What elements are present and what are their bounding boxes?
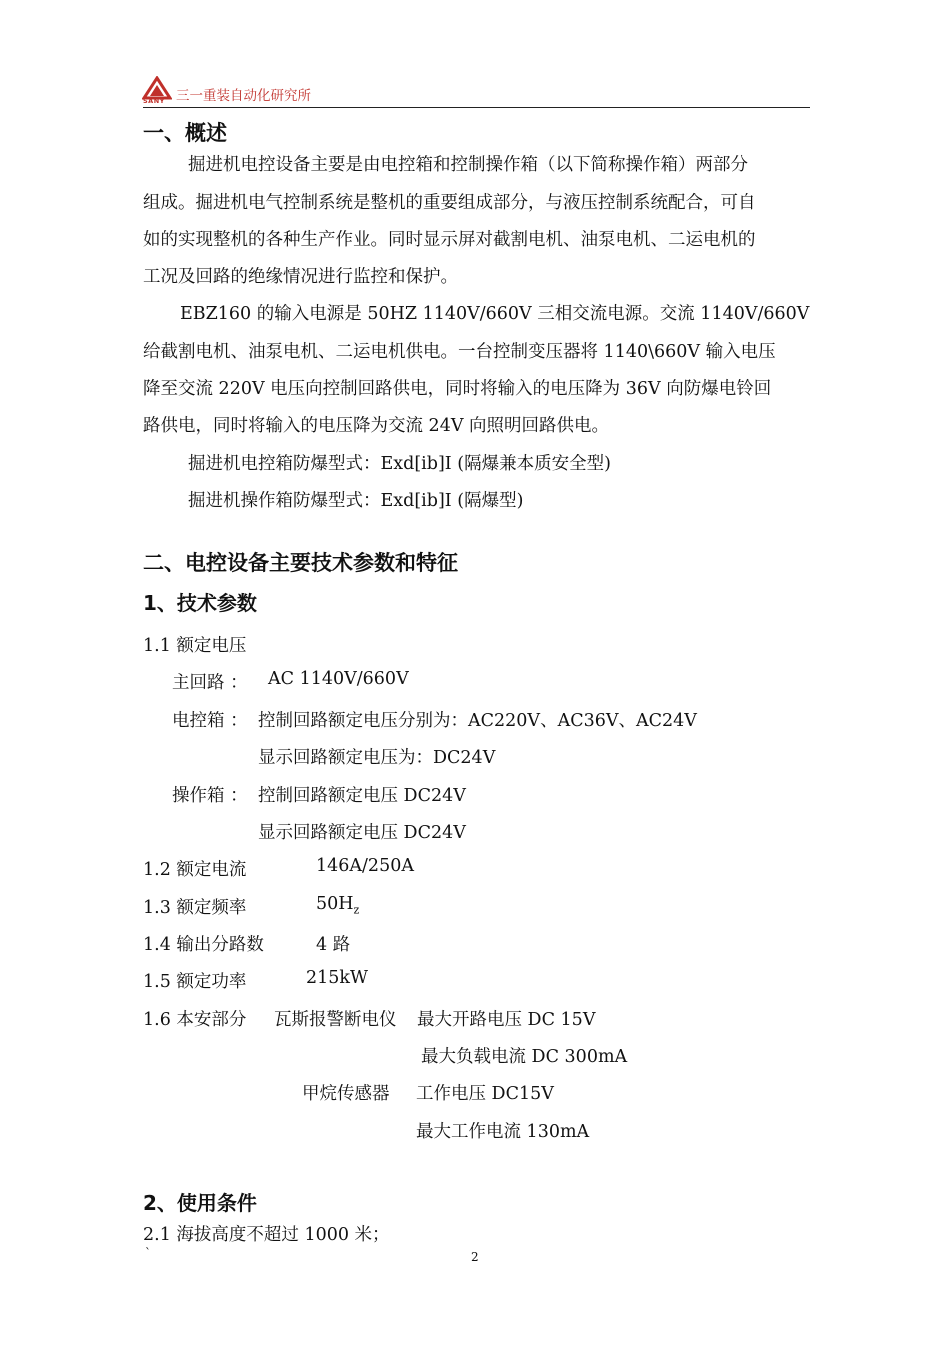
subsection-title-tech-params: 1、技术参数 bbox=[143, 591, 257, 615]
param-label-rated-frequency: 1.3 额定频率 bbox=[143, 898, 247, 918]
explosion-proof-type-operation-box: 掘进机操作箱防爆型式：Exd[ib]I (隔爆型) bbox=[188, 491, 524, 511]
control-box-line: 控制回路额定电压分别为：AC220V、AC36V、AC24V bbox=[258, 711, 697, 731]
control-box-label: 电控箱 ： bbox=[172, 711, 248, 731]
operation-box-label: 操作箱 ： bbox=[172, 786, 248, 806]
param-value-output-branches: 4 路 bbox=[316, 935, 351, 955]
param-label-rated-voltage: 1.1 额定电压 bbox=[143, 636, 247, 656]
condition-altitude: 2.1 海拔高度不超过 1000 米； bbox=[143, 1225, 390, 1245]
methane-sensor-line: 最大工作电流 130mA bbox=[416, 1122, 590, 1142]
main-circuit-value: AC 1140V/660V bbox=[268, 669, 409, 689]
methane-sensor-label: 甲烷传感器 bbox=[302, 1084, 390, 1104]
paragraph-line: 给截割电机、油泵电机、二运电机供电。一台控制变压器将 1140\660V 输入电压 bbox=[143, 342, 776, 362]
gas-alarm-label: 瓦斯报警断电仪 bbox=[274, 1010, 397, 1030]
gas-alarm-line: 最大开路电压 DC 15V bbox=[417, 1010, 596, 1030]
header-divider bbox=[143, 107, 810, 108]
param-value-rated-frequency: $50H_z$ bbox=[316, 894, 360, 917]
header-org-name: 三一重装自动化研究所 bbox=[176, 88, 311, 104]
param-label-rated-current: 1.2 额定电流 bbox=[143, 860, 247, 880]
gas-alarm-line: 最大负载电流 DC 300mA bbox=[421, 1047, 628, 1067]
footer-mark: ` bbox=[145, 1246, 151, 1260]
param-label-intrinsic-safety: 1.6 本安部分 bbox=[143, 1010, 247, 1030]
param-label-rated-power: 1.5 额定功率 bbox=[143, 972, 247, 992]
explosion-proof-type-control-box: 掘进机电控箱防爆型式：Exd[ib]I (隔爆兼本质安全型) bbox=[188, 454, 611, 474]
operation-box-line: 显示回路额定电压 DC24V bbox=[258, 823, 466, 843]
param-value-rated-current: 146A/250A bbox=[316, 856, 414, 876]
paragraph-line: 降至交流 220V 电压向控制回路供电，同时将输入的电压降为 36V 向防爆电铃回 bbox=[143, 379, 772, 399]
paragraph-line: 路供电，同时将输入的电压降为交流 24V 向照明回路供电。 bbox=[143, 416, 610, 436]
operation-box-line: 控制回路额定电压 DC24V bbox=[258, 786, 466, 806]
section-title-parameters: 二、电控设备主要技术参数和特征 bbox=[143, 551, 458, 575]
logo-caption: SANY bbox=[143, 97, 165, 105]
paragraph-line: 工况及回路的绝缘情况进行监控和保护。 bbox=[143, 267, 458, 287]
paragraph-line: 掘进机电控设备主要是由电控箱和控制操作箱（以下简称操作箱）两部分 bbox=[188, 155, 748, 175]
paragraph-line: 组成。掘进机电气控制系统是整机的重要组成部分，与液压控制系统配合，可自 bbox=[143, 193, 756, 213]
page-number: 2 bbox=[471, 1250, 479, 1264]
paragraph-line: EBZ160 的输入电源是 50HZ 1140V/660V 三相交流电源。交流 1140V/660V bbox=[180, 304, 810, 324]
main-circuit-label: 主回路 ： bbox=[172, 673, 248, 693]
subsection-title-conditions: 2、使用条件 bbox=[143, 1191, 257, 1215]
param-value-rated-power: 215kW bbox=[306, 968, 368, 988]
section-title-overview: 一、概述 bbox=[143, 121, 227, 145]
control-box-line: 显示回路额定电压为：DC24V bbox=[258, 748, 496, 768]
param-label-output-branches: 1.4 输出分路数 bbox=[143, 935, 264, 955]
paragraph-line: 如的实现整机的各种生产作业。同时显示屏对截割电机、油泵电机、二运电机的 bbox=[143, 230, 756, 250]
methane-sensor-line: 工作电压 DC15V bbox=[416, 1084, 554, 1104]
